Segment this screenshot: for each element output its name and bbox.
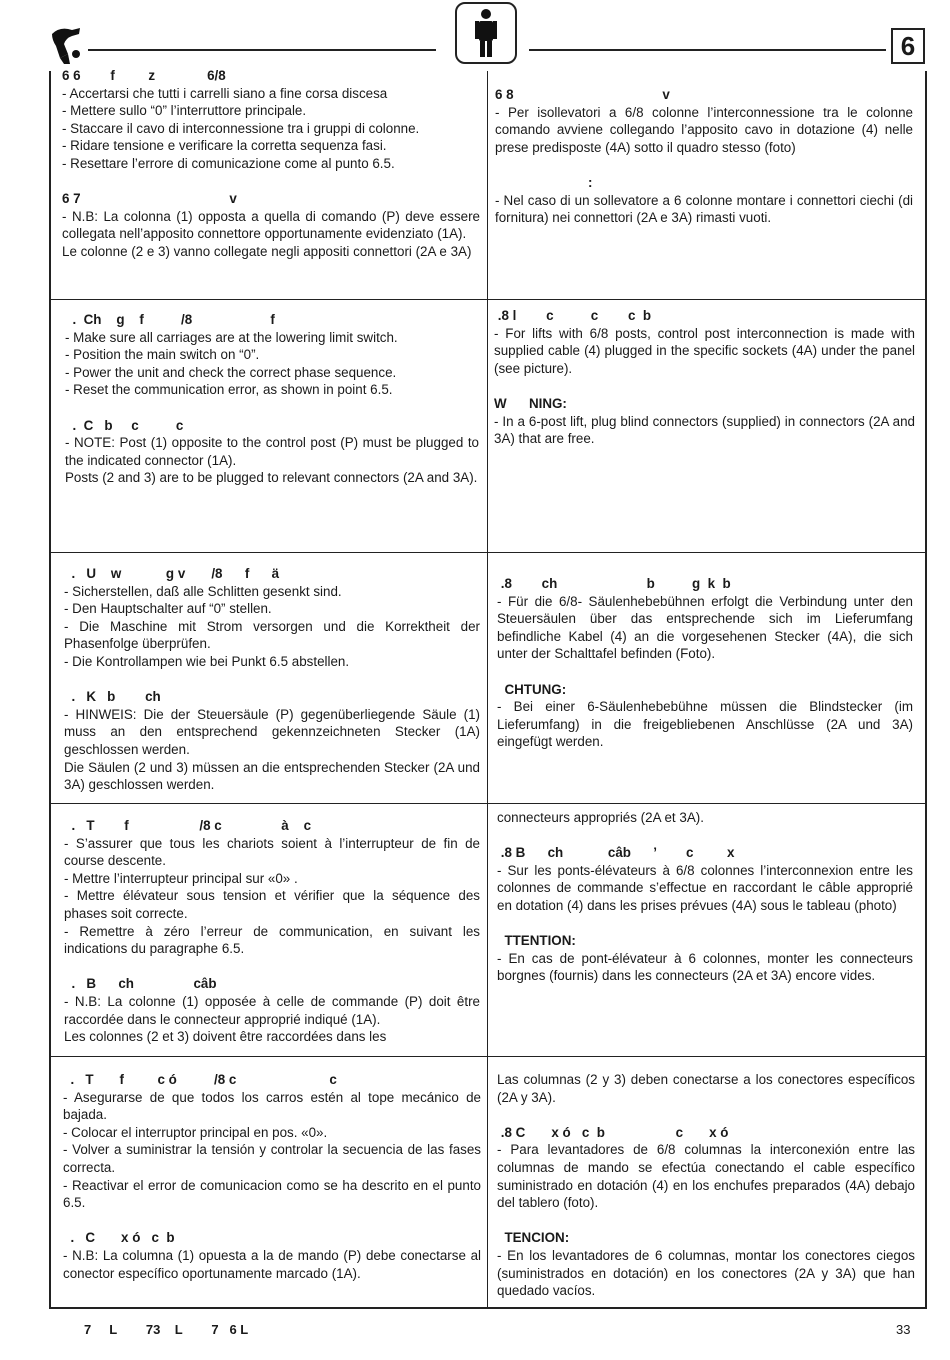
- paragraph: - En los levantadores de 6 columnas, montar los conectores ciegos (suministrados en dotación) en los conectores (2A y 3A) que han quedado vacíos.: [497, 1247, 915, 1299]
- italian-left-column: [62, 67, 480, 261]
- paragraph: - Die Kontrollampen wie bei Punkt 6.5 abstellen.: [64, 653, 350, 669]
- section-heading: TENCION:: [497, 1230, 570, 1246]
- section-heading: 6 7 v: [62, 191, 237, 207]
- paragraph: - Den Hauptschalter auf “0” stellen.: [64, 601, 272, 617]
- paragraph-gap: [497, 1212, 915, 1230]
- section-heading: W NING:: [494, 395, 567, 411]
- paragraph: Posts (2 and 3) are to be plugged to relevant connectors (2A and 3A).: [65, 470, 478, 486]
- paragraph: - Mettre élévateur sous tension et vérifier que la séquence des phases soit correcte.: [64, 888, 480, 921]
- chapter-number: 6: [891, 28, 925, 64]
- paragraph: - Sicherstellen, daß alle Schlitten gesenkt sind.: [64, 583, 342, 599]
- paragraph: - Sur les ponts-élévateurs à 6/8 colonnes l’interconnexion entre les colonnes de commande s’effectue en raccordant le câble approprié en dotation (4) dans les prises prévues (4A) sous le tableau (photo): [497, 862, 913, 913]
- paragraph: - For lifts with 6/8 posts, control post interconnection is made with supplied cable (4) plugged in the specific sockets (4A) under the panel (see picture).: [494, 325, 915, 376]
- tool-logo-icon: [46, 24, 86, 64]
- section-heading: .8 ch b g k b: [497, 576, 731, 591]
- paragraph-gap: [495, 156, 913, 174]
- section-heading: .8 C x ó c b c x ó: [497, 1124, 729, 1140]
- paragraph: - Bei einer 6-Säulenhebebühne müssen die Blindstecker (im Lieferumfang) in die freigebliebenen Anschlüsse (2A und 3A) eingefügt werden.: [497, 699, 913, 750]
- paragraph: - Nel caso di un sollevatore a 6 colonne montare i connettori ciechi (di fornitura) nei connettori (2A e 3A) rimasti vuoti.: [495, 192, 913, 226]
- operator-icon: [455, 2, 517, 64]
- section-heading: . T f /8 c à c: [64, 818, 312, 833]
- paragraph-gap: [64, 958, 480, 976]
- section-heading: . C b c c: [65, 417, 184, 433]
- paragraph-gap: [64, 671, 480, 689]
- paragraph: - Per isollevatori a 6/8 colonne l’interconnessione tra le colonne comando avviene collegando l’apposito cavo in dotazione (4) nelle prese predisposte (4A) sotto il quadro stesso (foto): [495, 104, 913, 155]
- paragraph: - N.B: La columna (1) opuesta a la de mando (P) debe conectarse al conector específico oportunamente marcado (1A).: [63, 1247, 481, 1281]
- paragraph-gap: [497, 663, 913, 681]
- paragraph: - Reactivar el error de comunicacion como se ha descrito en el punto 6.5.: [63, 1177, 481, 1211]
- paragraph-gap: [497, 915, 913, 933]
- spanish-left-column: [63, 1071, 481, 1282]
- paragraph: - En cas de pont-élévateur à 6 colonnes, monter les connecteurs borgnes (fournis) dans les connecteurs (2A et 3A) encore vides.: [497, 950, 913, 984]
- paragraph: - Remettre à zéro l’erreur de communication, en suivant les indications du paragraphe 6.5.: [64, 923, 480, 957]
- section-heading: 6 8 v: [495, 87, 670, 102]
- paragraph: Les colonnes (2 et 3) doivent être raccordées dans les: [64, 1029, 387, 1045]
- paragraph: - Power the unit and check the correct phase sequence.: [65, 364, 397, 380]
- english-left-column: [65, 311, 479, 487]
- italian-right-column: [495, 86, 913, 227]
- row-divider: [49, 552, 927, 553]
- paragraph: - Mettre l’interrupteur principal sur «0» .: [64, 870, 298, 886]
- section-heading: 6 6 f z 6/8: [62, 68, 226, 83]
- paragraph: - HINWEIS: Die der Steuersäule (P) gegenüberliegende Säule (1) muss an den entsprechend gekennzeichneten Stecker (1A) geschlossen werden.: [64, 706, 480, 757]
- german-right-column: [497, 575, 913, 751]
- section-heading: :: [495, 174, 593, 190]
- paragraph: connecteurs appropriés (2A et 3A).: [497, 810, 704, 825]
- paragraph: - Asegurarse de que todos los carros estén al tope mecánico de bajada.: [63, 1089, 481, 1123]
- french-right-column: [497, 809, 913, 985]
- section-heading: .8 l c c c b: [494, 308, 652, 323]
- column-divider: [487, 71, 488, 1309]
- paragraph: - Volver a suministrar la tensión y controlar la secuencia de las fases correcta.: [63, 1142, 481, 1175]
- paragraph: - In a 6-post lift, plug blind connectors (supplied) in connectors (2A and 3A) that are free.: [494, 413, 915, 447]
- paragraph: - Colocar el interruptor principal en pos. «0».: [63, 1124, 328, 1140]
- paragraph-gap: [65, 399, 479, 417]
- paragraph: - S’assurer que tous les chariots soient à l’interrupteur de fin de course descente.: [64, 835, 480, 869]
- header-rule-right: [529, 49, 886, 51]
- row-divider: [49, 1056, 927, 1057]
- paragraph: - Reset the communication error, as shown in point 6.5.: [65, 382, 393, 398]
- page-number: 33: [896, 1322, 911, 1337]
- section-heading: TTENTION:: [497, 933, 576, 949]
- section-heading: CHTUNG:: [497, 681, 567, 697]
- spanish-right-column: [497, 1071, 915, 1300]
- paragraph: - Resettare l’errore di comunicazione come al punto 6.5.: [62, 155, 395, 171]
- section-heading: . U w g v /8 f ä: [64, 566, 280, 581]
- section-heading: . T f c ó /8 c c: [63, 1072, 337, 1087]
- header-rule-left: [88, 49, 436, 51]
- section-heading: . Ch g f /8 f: [65, 312, 275, 327]
- paragraph: - NOTE: Post (1) opposite to the control post (P) must be plugged to the indicated connector (1A).: [65, 435, 479, 468]
- paragraph-gap: [497, 827, 913, 845]
- paragraph: - Position the main switch on “0”.: [65, 347, 260, 363]
- row-divider: [49, 299, 927, 300]
- section-heading: . C x ó c b: [63, 1230, 175, 1246]
- paragraph-gap: [494, 377, 915, 395]
- paragraph: - Die Maschine mit Strom versorgen und die Korrektheit der Phasenfolge überprüfen.: [64, 618, 480, 652]
- paragraph: - Make sure all carriages are at the lowering limit switch.: [65, 329, 398, 345]
- paragraph: Las columnas (2 y 3) deben conectarse a los conectores específicos (2A y 3A).: [497, 1072, 915, 1105]
- footer-model-code: 7 L 73 L 7 6 L: [84, 1322, 249, 1337]
- section-heading: . K b ch: [64, 689, 161, 705]
- paragraph-gap: [62, 173, 480, 191]
- section-heading: . B ch câb: [64, 976, 217, 992]
- paragraph-gap: [63, 1212, 481, 1230]
- english-right-column: [494, 307, 915, 448]
- paragraph: Die Säulen (2 und 3) müssen an die entsprechenden Stecker (2A und 3A) geschlossen werden.: [64, 759, 480, 793]
- paragraph: - Ridare tensione e verificare la corretta sequenza fasi.: [62, 138, 387, 154]
- paragraph-gap: [497, 1106, 915, 1124]
- french-left-column: [64, 817, 480, 1046]
- paragraph: - Staccare il cavo di interconnessione tra i gruppi di colonne.: [62, 120, 420, 136]
- paragraph: - N.B: La colonna (1) opposta a quella di comando (P) deve essere collegata nell’apposito connettore opportunamente evidenziato (1A).: [62, 208, 480, 242]
- paragraph: - Mettere sullo “0” l’interruttore principale.: [62, 103, 307, 119]
- section-heading: .8 B ch câb ’ c x: [497, 845, 735, 861]
- row-divider: [49, 803, 927, 804]
- german-left-column: [64, 565, 480, 794]
- paragraph: - N.B: La colonne (1) opposée à celle de commande (P) doit être raccordée dans le connecteur approprié indiqué (1A).: [64, 993, 480, 1027]
- paragraph: - Für die 6/8- Säulenhebebühnen erfolgt die Verbindung unter den Steuersäulen über das entsprechende sich im Lieferumfang befindliche Kabel (4) an die vorgesehenen Stecker (4A), die sich unter der Schalttafel befinden (Foto).: [497, 593, 913, 662]
- paragraph: - Accertarsi che tutti i carrelli siano a fine corsa discesa: [62, 85, 388, 101]
- paragraph: Le colonne (2 e 3) vanno collegate negli appositi connettori (2A e 3A): [62, 243, 472, 259]
- paragraph: - Para levantadores de 6/8 columnas la interconexión entre las columnas de mando se efectúa conectando el cable específico suministrado en dotación (4) en los enchufes preparados (4A) debajo del tablero (foto).: [497, 1142, 915, 1211]
